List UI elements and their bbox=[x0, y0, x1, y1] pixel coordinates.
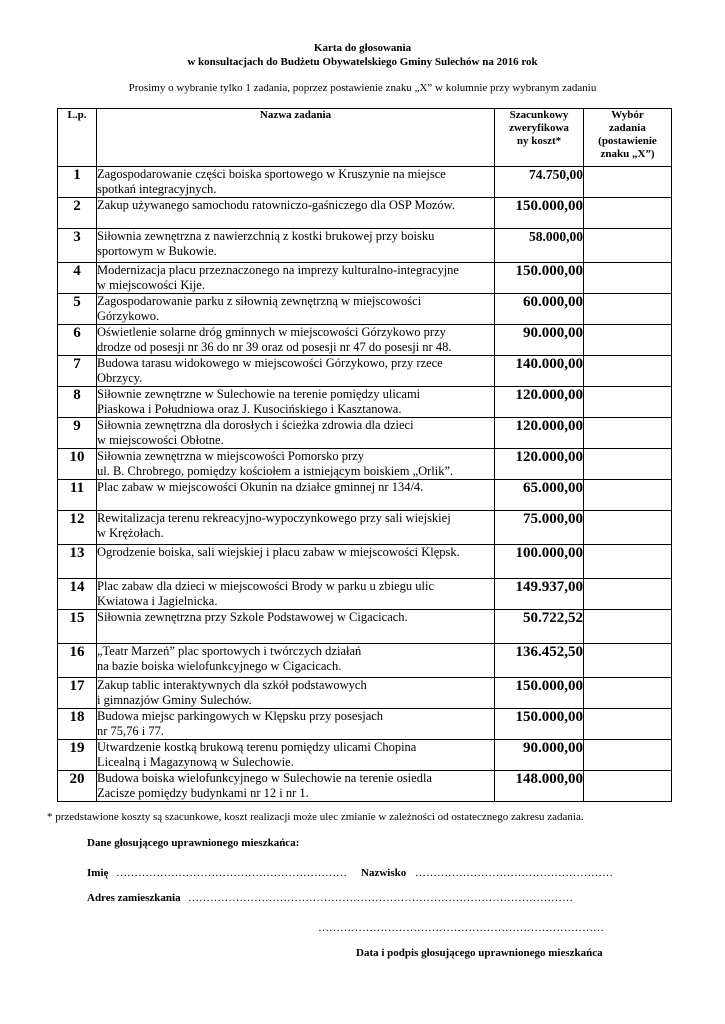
vote-cell[interactable] bbox=[584, 294, 672, 325]
task-name-line: Siłownie zewnętrzne w Sulechowie na terenie pomiędzy ulicami bbox=[97, 387, 421, 401]
table-row bbox=[58, 644, 672, 678]
task-name bbox=[97, 511, 495, 545]
task-cost: 120.000,00 bbox=[495, 449, 584, 480]
vote-cell[interactable] bbox=[584, 325, 672, 356]
task-name-line: Ogrodzenie boiska, sali wiejskiej i placu zabaw w miejscowości Klępsk. bbox=[97, 545, 460, 559]
task-cost: 58.000,00 bbox=[495, 229, 584, 263]
header-cost-line: ny koszt* bbox=[516, 135, 562, 147]
task-number: 18 bbox=[58, 709, 97, 740]
vote-cell[interactable] bbox=[584, 449, 672, 480]
task-number: 19 bbox=[58, 740, 97, 771]
task-name bbox=[97, 167, 495, 198]
voter-data-heading: Dane głosującego uprawnionego mieszkańca: bbox=[87, 837, 300, 849]
header-cost-line: zweryfikowa bbox=[509, 122, 569, 134]
task-name-line: Zagospodarowanie części boiska sportowego w Kruszynie na miejsce bbox=[97, 167, 446, 181]
table-header-row bbox=[58, 109, 672, 167]
task-name-line: spotkań integracyjnych. bbox=[97, 182, 217, 196]
task-name bbox=[97, 263, 495, 294]
task-name-line: w Krężołach. bbox=[97, 526, 164, 540]
address-label: Adres zamieszkania bbox=[87, 892, 181, 904]
table-row bbox=[58, 263, 672, 294]
header-vote-line: Wybór bbox=[611, 109, 644, 121]
task-name bbox=[97, 294, 495, 325]
task-number: 5 bbox=[58, 294, 97, 325]
task-cost: 50.722,52 bbox=[495, 610, 584, 644]
task-name bbox=[97, 579, 495, 610]
vote-cell[interactable] bbox=[584, 229, 672, 263]
task-name-line: Siłownia zewnętrzna przy Szkole Podstawowej w Cigacicach. bbox=[97, 610, 408, 624]
task-cost: 100.000,00 bbox=[495, 545, 584, 579]
task-number: 12 bbox=[58, 511, 97, 545]
task-name bbox=[97, 356, 495, 387]
task-name-line: Plac zabaw w miejscowości Okunin na działce gminnej nr 134/4. bbox=[97, 480, 424, 494]
task-cost: 90.000,00 bbox=[495, 740, 584, 771]
task-cost: 140.000,00 bbox=[495, 356, 584, 387]
task-cost: 65.000,00 bbox=[495, 480, 584, 511]
task-name-line: Zacisze pomiędzy budynkami nr 12 i nr 1. bbox=[97, 786, 309, 800]
task-name bbox=[97, 387, 495, 418]
vote-cell[interactable] bbox=[584, 167, 672, 198]
task-name-line: w miejscowości Kije. bbox=[97, 278, 205, 292]
task-name-line: Siłownia zewnętrzna w miejscowości Pomorsko przy bbox=[97, 449, 364, 463]
vote-cell[interactable] bbox=[584, 418, 672, 449]
ballot-subtitle: w konsultacjach do Budżetu Obywatelskiego Gminy Sulechów na 2016 rok bbox=[187, 56, 538, 68]
table-row bbox=[58, 545, 672, 579]
task-name-line: Plac zabaw dla dzieci w miejscowości Brody w parku u zbiegu ulic bbox=[97, 579, 435, 593]
ballot-title: Karta do głosowania bbox=[313, 42, 412, 54]
task-name-line: sportowym w Bukowie. bbox=[97, 244, 217, 258]
table-row bbox=[58, 480, 672, 511]
task-name-line: Siłownia zewnętrzna z nawierzchnią z kostki brukowej przy boisku bbox=[97, 229, 435, 243]
task-name-line: „Teatr Marzeń” plac sportowych i twórczych działań bbox=[97, 644, 362, 658]
table-row bbox=[58, 294, 672, 325]
task-name-line: drodze od posesji nr 36 do nr 39 oraz od posesji nr 47 do posesji nr 48. bbox=[97, 340, 452, 354]
task-number: 16 bbox=[58, 644, 97, 678]
task-name bbox=[97, 709, 495, 740]
task-number: 7 bbox=[58, 356, 97, 387]
task-name bbox=[97, 480, 495, 511]
table-row bbox=[58, 198, 672, 229]
table-row bbox=[58, 418, 672, 449]
task-name-line: Górzykowo. bbox=[97, 309, 160, 323]
vote-cell[interactable] bbox=[584, 579, 672, 610]
task-name bbox=[97, 229, 495, 263]
table-row bbox=[58, 771, 672, 802]
task-name-line: Kwiatowa i Jagielnicka. bbox=[97, 594, 218, 608]
header-vote-line: znaku „X”) bbox=[600, 148, 655, 160]
vote-cell[interactable] bbox=[584, 511, 672, 545]
task-name-line: ul. B. Chrobrego, pomiędzy kościołem a istniejącym boiskiem „Orlik”. bbox=[97, 464, 454, 478]
task-cost: 149.937,00 bbox=[495, 579, 584, 610]
vote-cell[interactable] bbox=[584, 263, 672, 294]
signature-label: Data i podpis głosującego uprawnionego mieszkańca bbox=[356, 947, 603, 959]
vote-cell[interactable] bbox=[584, 709, 672, 740]
instruction-text: Prosimy o wybranie tylko 1 zadania, poprzez postawienie znaku „X” w kolumnie przy wybranym zadaniu bbox=[128, 82, 597, 94]
first-name-field[interactable]: ……………………………………………………… bbox=[116, 867, 347, 879]
task-name-line: Siłownia zewnętrzna dla dorosłych i ścieżka zdrowia dla dzieci bbox=[97, 418, 414, 432]
table-row bbox=[58, 579, 672, 610]
task-number: 17 bbox=[58, 678, 97, 709]
task-name-line: Budowa tarasu widokowego w miejscowości Górzykowo, przy rzece bbox=[97, 356, 443, 370]
task-name-line: Zakup używanego samochodu ratowniczo-gaśniczego dla OSP Mozów. bbox=[97, 198, 456, 212]
task-cost: 150.000,00 bbox=[495, 263, 584, 294]
task-number: 15 bbox=[58, 610, 97, 644]
task-name-line: Licealną i Magazynową w Sulechowie. bbox=[97, 755, 294, 769]
address-field[interactable]: …………………………………………………………………………………………… bbox=[188, 892, 573, 904]
task-number: 10 bbox=[58, 449, 97, 480]
table-row bbox=[58, 511, 672, 545]
first-name-label: Imię bbox=[87, 867, 109, 879]
header-vote bbox=[584, 109, 672, 167]
task-cost: 74.750,00 bbox=[495, 167, 584, 198]
table-row bbox=[58, 610, 672, 644]
header-lp: L.p. bbox=[58, 109, 97, 167]
task-name-line: i gimnazjów Gminy Sulechów. bbox=[97, 693, 252, 707]
task-name bbox=[97, 610, 495, 644]
task-name-line: Budowa boiska wielofunkcyjnego w Sulechowie na terenie osiedla bbox=[97, 771, 432, 785]
task-name-line: Rewitalizacja terenu rekreacyjno-wypoczynkowego przy sali wiejskiej bbox=[97, 511, 451, 525]
header-cost bbox=[495, 109, 584, 167]
vote-cell[interactable] bbox=[584, 480, 672, 511]
task-number: 13 bbox=[58, 545, 97, 579]
vote-cell[interactable] bbox=[584, 356, 672, 387]
task-number: 11 bbox=[58, 480, 97, 511]
task-number: 14 bbox=[58, 579, 97, 610]
header-vote-line: zadania bbox=[609, 122, 646, 134]
task-cost: 148.000,00 bbox=[495, 771, 584, 802]
task-name bbox=[97, 740, 495, 771]
last-name-field[interactable]: ……………………………………………… bbox=[415, 867, 613, 879]
task-number: 8 bbox=[58, 387, 97, 418]
task-name-line: Zagospodarowanie parku z siłownią zewnętrzną w miejscowości bbox=[97, 294, 422, 308]
table-row bbox=[58, 356, 672, 387]
cost-footnote: * przedstawione koszty są szacunkowe, koszt realizacji może ulec zmianie w zależności od ostatecznego zakresu zadania. bbox=[47, 811, 584, 823]
task-number: 6 bbox=[58, 325, 97, 356]
task-name bbox=[97, 545, 495, 579]
task-name bbox=[97, 644, 495, 678]
task-cost: 120.000,00 bbox=[495, 387, 584, 418]
last-name-label: Nazwisko bbox=[361, 867, 407, 879]
task-name-line: Budowa miejsc parkingowych w Klępsku przy posesjach bbox=[97, 709, 384, 723]
task-cost: 150.000,00 bbox=[495, 678, 584, 709]
vote-cell[interactable] bbox=[584, 387, 672, 418]
table-row bbox=[58, 387, 672, 418]
table-row bbox=[58, 229, 672, 263]
task-name-line: Modernizacja placu przeznaczonego na imprezy kulturalno-integracyjne bbox=[97, 263, 459, 277]
task-cost: 150.000,00 bbox=[495, 198, 584, 229]
table-row bbox=[58, 449, 672, 480]
task-name-line: na bazie boiska wielofunkcyjnego w Cigacicach. bbox=[97, 659, 342, 673]
task-cost: 90.000,00 bbox=[495, 325, 584, 356]
task-cost: 75.000,00 bbox=[495, 511, 584, 545]
task-number: 1 bbox=[58, 167, 97, 198]
vote-cell[interactable] bbox=[584, 678, 672, 709]
task-name-line: Utwardzenie kostką brukową terenu pomiędzy ulicami Chopina bbox=[97, 740, 417, 754]
task-name bbox=[97, 771, 495, 802]
task-name bbox=[97, 418, 495, 449]
task-name-line: Zakup tablic interaktywnych dla szkół podstawowych bbox=[97, 678, 367, 692]
header-cost-line: Szacunkowy bbox=[509, 109, 569, 121]
vote-cell[interactable] bbox=[584, 740, 672, 771]
header-vote-line: (postawienie bbox=[598, 135, 657, 147]
task-number: 4 bbox=[58, 263, 97, 294]
table-row bbox=[58, 740, 672, 771]
table-row bbox=[58, 709, 672, 740]
task-number: 9 bbox=[58, 418, 97, 449]
task-cost: 120.000,00 bbox=[495, 418, 584, 449]
vote-cell[interactable] bbox=[584, 545, 672, 579]
task-number: 3 bbox=[58, 229, 97, 263]
header-task-name: Nazwa zadania bbox=[97, 109, 495, 167]
task-name bbox=[97, 198, 495, 229]
task-name-line: Oświetlenie solarne dróg gminnych w miejscowości Górzykowo przy bbox=[97, 325, 446, 339]
signature-field[interactable]: …………………………………………………………………… bbox=[318, 922, 604, 934]
task-name bbox=[97, 678, 495, 709]
task-name-line: Obrzycy. bbox=[97, 371, 143, 385]
vote-cell[interactable] bbox=[584, 644, 672, 678]
vote-cell[interactable] bbox=[584, 198, 672, 229]
task-number: 2 bbox=[58, 198, 97, 229]
task-cost: 136.452,50 bbox=[495, 644, 584, 678]
task-name bbox=[97, 325, 495, 356]
task-name bbox=[97, 449, 495, 480]
task-name-line: nr 75,76 i 77. bbox=[97, 724, 165, 738]
vote-cell[interactable] bbox=[584, 771, 672, 802]
tasks-table bbox=[57, 108, 672, 802]
vote-cell[interactable] bbox=[584, 610, 672, 644]
table-row bbox=[58, 167, 672, 198]
task-cost: 150.000,00 bbox=[495, 709, 584, 740]
task-name-line: w miejscowości Obłotne. bbox=[97, 433, 224, 447]
task-name-line: Piaskowa i Południowa oraz J. Kusocińskiego i Kasztanowa. bbox=[97, 402, 402, 416]
task-number: 20 bbox=[58, 771, 97, 802]
task-cost: 60.000,00 bbox=[495, 294, 584, 325]
table-row bbox=[58, 325, 672, 356]
table-row bbox=[58, 678, 672, 709]
